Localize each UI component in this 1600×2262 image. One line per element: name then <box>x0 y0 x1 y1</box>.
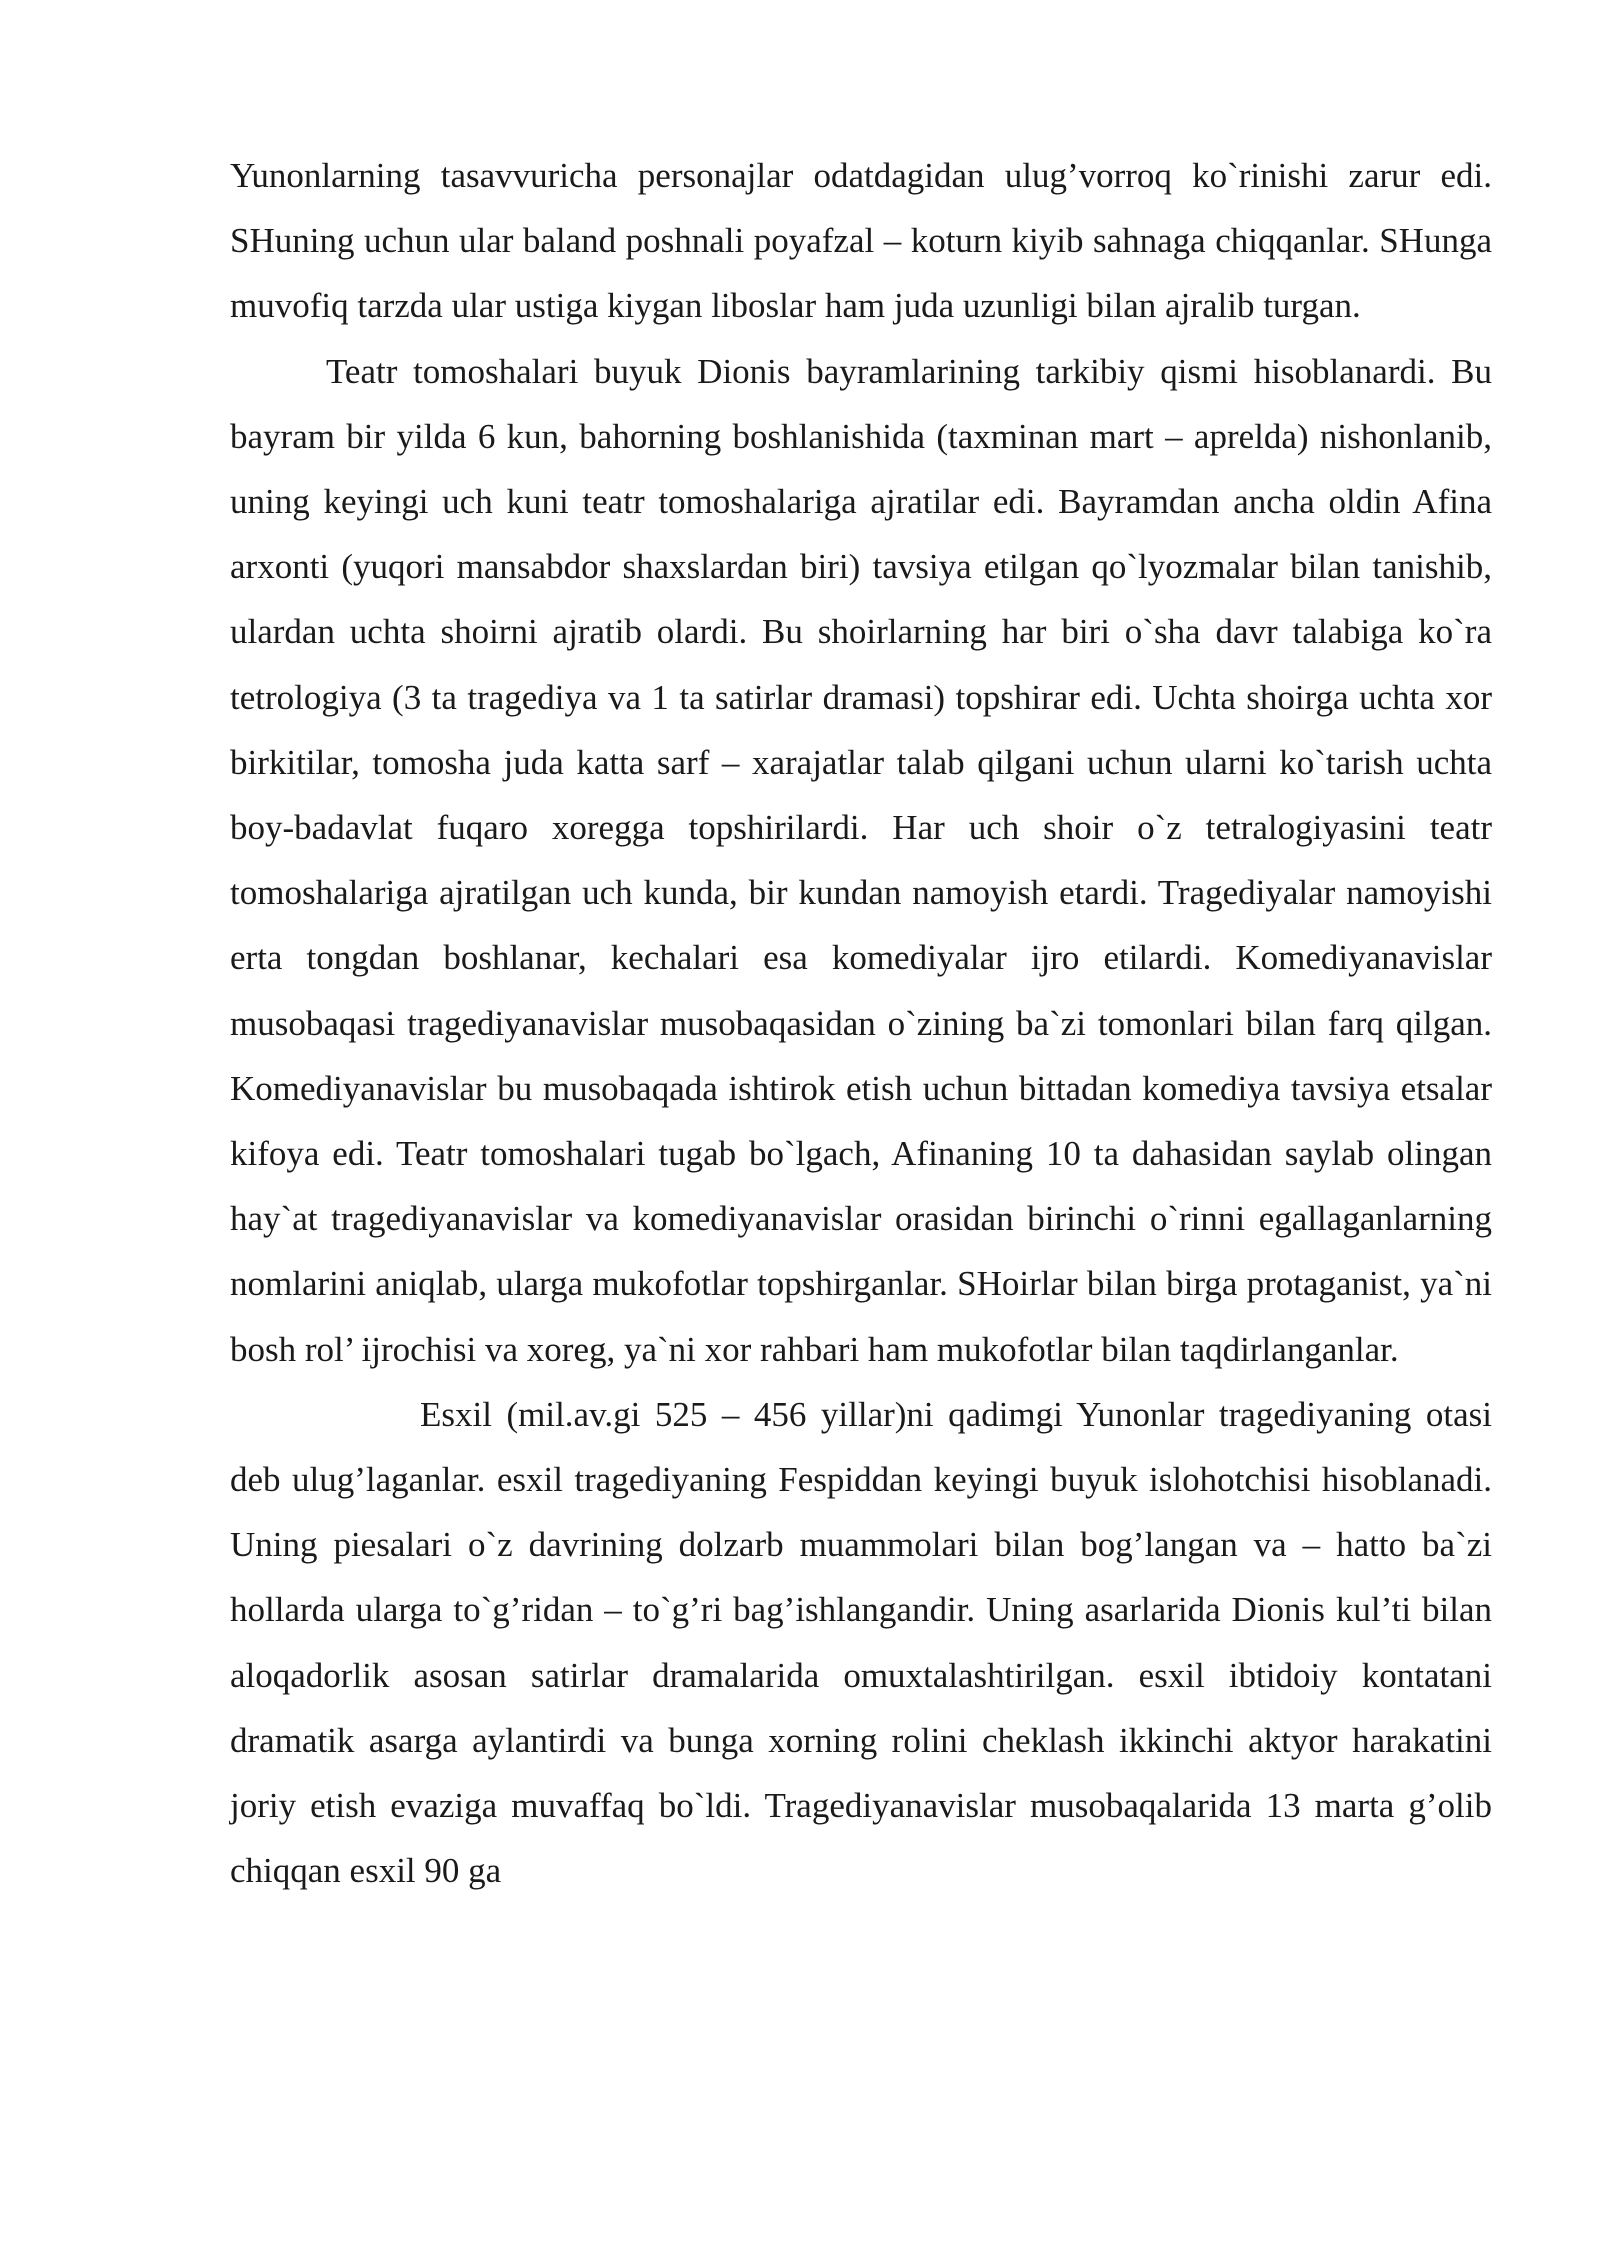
paragraph-costumes: Yunonlarning tasavvuricha personajlar odatdagidan ulug’vorroq ko`rinishi zarur edi. SHuning uchun ular baland poshnali poyafzal – koturn kiyib sahnaga chiqqanlar. SHunga muvofiq tarzda ular ustiga kiygan liboslar ham juda uzunligi bilan ajralib turgan. <box>230 156 1492 326</box>
paragraph-dionysia-festival: Teatr tomoshalari buyuk Dionis bayramlarining tarkibiy qismi hisoblanardi. Bu bayram bir yilda 6 kun, bahorning boshlanishida (taxminan mart – aprelda) nishonlanib, uning keyingi uch kuni teatr tomoshalariga ajratilar edi. Bayramdan ancha oldin Afina arxonti (yuqori mansabdor shaxslardan biri) tavsiya etilgan qo`lyozmalar bilan tanishib, ulardan uchta shoirni ajratib olardi. Bu shoirlarning har biri o`sha davr talabiga ko`ra tetrologiya (3 ta tragediya va 1 ta satirlar dramasi) topshirar edi. Uchta shoirga uchta xor birkitilar, tomosha juda katta sarf – xarajatlar talab qilgani uchun ularni ko`tarish uchta boy-badavlat fuqaro xoregga topshirilardi. Har uch shoir o`z tetralogiyasini teatr tomoshalariga ajratilgan uch kunda, bir kundan namoyish etardi. Tragediyalar namoyishi erta tongdan boshlanar, kechalari esa komediyalar ijro etilardi. Komediyanavislar musobaqasi tragediyanavislar musobaqasidan o`zining ba`zi tomonlari bilan farq qilgan. Komediyanavislar bu musobaqada ishtirok etish uchun bittadan komediya tavsiya etsalar kifoya edi. Teatr tomoshalari tugab bo`lgach, Afinaning 10 ta dahasidan saylab olingan hay`at tragediyanavislar va komediyanavislar orasidan birinchi o`rinni egallaganlarning nomlarini aniqlab, ularga mukofotlar topshirganlar. SHoirlar bilan birga protaganist, ya`ni bosh rol’ ijrochisi va xoreg, ya`ni xor rahbari ham mukofotlar bilan taqdirlanganlar. <box>230 351 1492 1369</box>
body-text <box>230 143 1492 1903</box>
paragraph-aeschylus: Esxil (mil.av.gi 525 – 456 yillar)ni qadimgi Yunonlar tragediyaning otasi deb ulug’laganlar. esxil tragediyaning Fespiddan keyingi buyuk islohotchisi hisoblanadi. Uning piesalari o`z davrining dolzarb muammolari bilan bog’langan va – hatto ba`zi hollarda ularga to`g’ridan – to`g’ri bag’ishlangandir. Uning asarlarida Dionis kul’ti bilan aloqadorlik asosan satirlar dramalarida omuxtalashtirilgan. esxil ibtidoiy kontatani dramatik asarga aylantirdi va bunga xorning rolini cheklash ikkinchi aktyor harakatini joriy etish evaziga muvaffaq bo`ldi. Tragediyanavislar musobaqalarida 13 marta g’olib chiqqan esxil 90 ga <box>230 1394 1492 1891</box>
